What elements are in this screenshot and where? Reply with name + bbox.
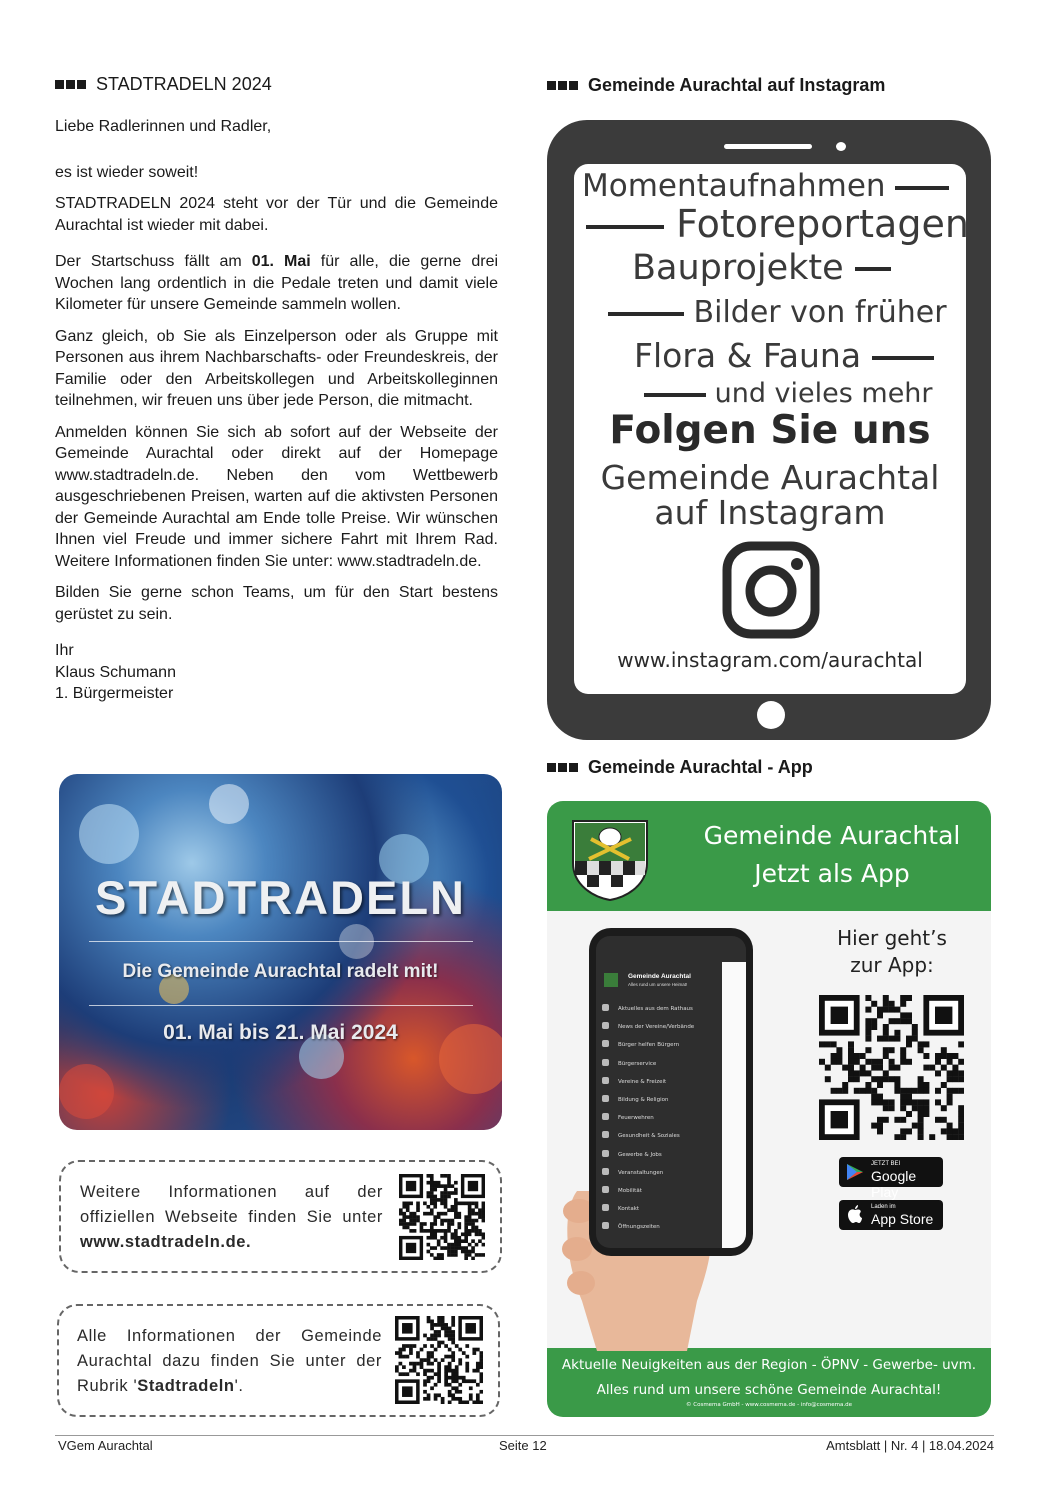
qr-code-icon[interactable] (395, 1316, 483, 1404)
app-credit: © Cosmema GmbH - www.cosmema.de - info@cosmema.de (686, 1402, 852, 1408)
signature: Ihr Klaus Schumann 1. Bürgermeister (55, 642, 176, 702)
ig-line: Flora & Fauna (634, 336, 934, 375)
app-qr-code-icon[interactable] (819, 995, 964, 1140)
stadtradeln-heading: STADTRADELN 2024 (55, 74, 272, 95)
app-footer-line2: Alles rund um unsere schöne Gemeinde Aurachtal! (596, 1382, 942, 1398)
footer-page-number: Seite 12 (499, 1438, 547, 1453)
stadtradeln-banner (59, 774, 502, 1130)
footer-issue: Amtsblatt | Nr. 4 | 18.04.2024 (826, 1438, 994, 1453)
ig-line: Bauprojekte (632, 248, 891, 288)
ig-line: und vieles mehr (644, 378, 933, 409)
stadtradeln-article (55, 116, 498, 705)
info-box-rubrik (57, 1304, 500, 1417)
app-title: Gemeinde Aurachtal (703, 821, 961, 850)
ig-line: Bilder von früher (608, 295, 947, 330)
paragraph: Anmelden können Sie sich ab sofort auf der Webseite der Gemeinde Aurachtal oder direkt auf der Homepage www.stadtradeln.de. Neben den vom Wettbewerb ausgeschriebenen Preisen, warten auf die aktivsten Personen der Gemeinde Aurachtal am Ende tolle Preise. Wir wünschen Ihnen viel Freude und immer sichere Fahrt mit Ihrem Rad. Weitere Informationen finden Sie unter: www.stadtradeln.de. (55, 423, 498, 570)
qr-code-icon[interactable] (399, 1174, 485, 1260)
stadtradeln-link[interactable]: www.stadtradeln.de. (80, 1233, 252, 1251)
phone-mockup (589, 928, 753, 1256)
footer-publisher: VGem Aurachtal (58, 1438, 153, 1453)
banner-subtitle: Die Gemeinde Aurachtal radelt mit! (122, 961, 439, 982)
phone-menu-item: Feuerwehren (602, 1113, 654, 1121)
info-box-text: Alle Informationen der Gemeinde Aurachtal dazu finden Sie unter der Rubrik 'Stadtradeln'. (77, 1327, 382, 1395)
ig-line: Fotoreportagen (586, 202, 969, 246)
phone-menu-item: News der Vereine/Verbände (602, 1022, 694, 1030)
banner-title: STADTRADELN (95, 871, 466, 924)
phone-menu-item: Bürgerservice (602, 1059, 656, 1067)
ig-line: Momentaufnahmen (582, 168, 949, 204)
phone-menu-item: Gesundheit & Soziales (602, 1131, 680, 1139)
app-store-button[interactable]: Laden im App Store (839, 1200, 943, 1230)
start-date: 01. Mai (251, 253, 311, 270)
phone-app-title: Gemeinde Aurachtal (628, 973, 691, 980)
banner-dates: 01. Mai bis 21. Mai 2024 (163, 1021, 398, 1044)
phone-app-subtitle: Alles rund um unsere Heimat! (628, 982, 688, 987)
phone-menu-item: Bürger helfen Bürgern (602, 1040, 679, 1048)
paragraph: es ist wieder soweit! (55, 163, 199, 181)
greeting: Liebe Radlerinnen und Radler, (55, 118, 272, 135)
instagram-tablet-graphic (547, 120, 991, 740)
paragraph: Bilden Sie gerne schon Teams, um für den Start bestens gerüstet zu sein. (55, 584, 498, 623)
apple-icon (847, 1205, 863, 1224)
coat-of-arms-icon (571, 819, 649, 901)
phone-menu-item: Gewerbe & Jobs (602, 1150, 662, 1158)
app-subtitle: Jetzt als App (754, 859, 910, 888)
app-heading: Gemeinde Aurachtal - App (547, 757, 813, 778)
home-button-icon (757, 701, 785, 729)
phone-menu-item: Bildung & Religion (602, 1095, 668, 1103)
ig-account-name: Gemeinde Aurachtal (600, 458, 940, 497)
phone-menu-item: Veranstaltungen (602, 1168, 663, 1176)
phone-menu-item: Kontakt (602, 1204, 639, 1212)
follow-us: Folgen Sie uns (609, 408, 931, 453)
app-footer-line1: Aktuelle Neuigkeiten aus der Region - ÖPNV - Gewerbe- uvm. (561, 1357, 977, 1373)
phone-menu-item: Mobilität (602, 1186, 642, 1194)
paragraph: Ganz gleich, ob Sie als Einzelperson oder als Gruppe mit Personen aus ihrem Nachbarschafts- oder Freundeskreis, der Familie oder den Arbeitskollegen und Arbeitskolleginnen teilnehmen, wir freuen uns über jede Person, die mitmacht. (55, 327, 498, 409)
ig-account-sub: auf Instagram (654, 493, 886, 532)
phone-menu-item: Aktuelles aus dem Rathaus (602, 1004, 693, 1012)
google-play-button[interactable]: JETZT BEI Google Play (839, 1157, 943, 1187)
phone-menu-item: Vereine & Freizeit (602, 1077, 666, 1085)
phone-menu-item: Öffnungszeiten (602, 1222, 660, 1230)
instagram-icon[interactable] (722, 541, 820, 639)
app-logo-icon (604, 973, 618, 987)
info-box-text: Weitere Informationen auf der offiziellen Webseite finden Sie unter www.stadtradeln.de. (80, 1183, 383, 1251)
instagram-url[interactable]: www.instagram.com/aurachtal (617, 648, 923, 672)
info-box-website (59, 1160, 502, 1273)
paragraph-start: Der Startschuss fällt am 01. Mai für alle, die gerne drei Wochen lang ordentlich in die Pedale treten und damit viele Kilometer für unsere Gemeinde sammeln wollen. (55, 253, 499, 313)
google-play-icon (846, 1163, 864, 1181)
instagram-heading: Gemeinde Aurachtal auf Instagram (547, 75, 885, 96)
paragraph: STADTRADELN 2024 steht vor der Tür und die Gemeinde Aurachtal ist wieder mit dabei. (55, 195, 498, 234)
app-cta: Hier geht’s zur App: (837, 926, 947, 977)
